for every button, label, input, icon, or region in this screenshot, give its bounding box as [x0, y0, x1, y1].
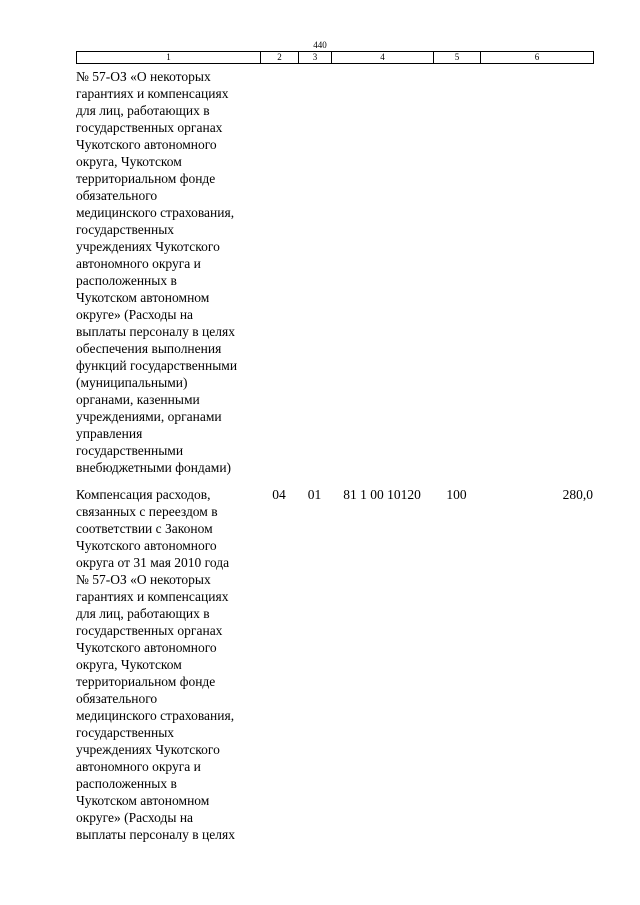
column-number-header [76, 51, 594, 64]
header-col-1: 1 [77, 52, 261, 64]
row-sum: 280,0 [562, 487, 593, 502]
header-row [77, 52, 594, 64]
header-col-3: 3 [299, 52, 332, 64]
row-section-code: 04 [272, 487, 286, 502]
row-target-article-code: 81 1 00 10120 [343, 487, 421, 502]
header-col-6: 6 [481, 52, 594, 64]
row-expense-type-code: 100 [446, 487, 467, 502]
header-col-2: 2 [261, 52, 299, 64]
row-description: Компенсация расходов, связанных с переездом в соответствии с Законом Чукотского автономного округа от 31 мая 2010 года № 57-ОЗ «О некоторых гарантиях и компенсациях для лиц, работающих в государственных органах Чукотского автономного округа, Чукотском территориальном фонде обязательного медицинского страхования, государственных учреждениях Чукотского автономного округа и расположенных в Чукотском автономном округе» (Расходы на выплаты персоналу в целях [76, 487, 235, 842]
header-col-4: 4 [332, 52, 434, 64]
page-number: 440 [313, 40, 327, 50]
row-description: № 57-ОЗ «О некоторых гарантиях и компенсациях для лиц, работающих в государственных органах Чукотского автономного округа, Чукотском территориальном фонде обязательного медицинского страхования, государственных учреждениях Чукотского автономного округа и расположенных в Чукотском автономном округе» (Расходы на выплаты персоналу в целях обеспечения выполнения функций государственными (муниципальными) органами, казенными учреждениями, органами управления государственными внебюджетными фондами) [76, 69, 238, 475]
header-col-5: 5 [434, 52, 481, 64]
row-subsection-code: 01 [307, 487, 322, 502]
